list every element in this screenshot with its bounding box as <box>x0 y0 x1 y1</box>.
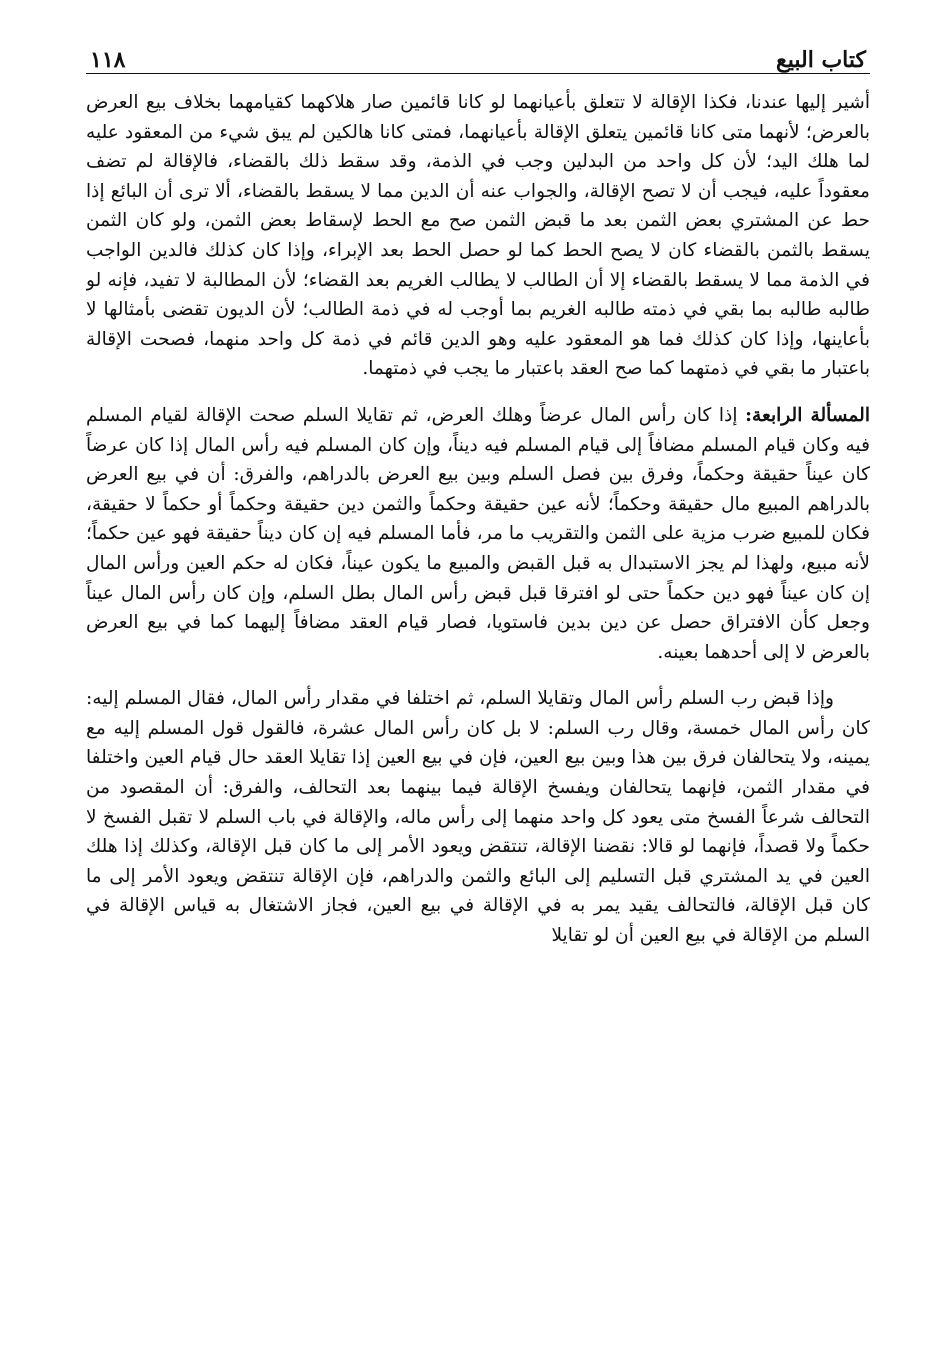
chapter-title: كتاب البيع <box>776 47 866 73</box>
paragraph-3: وإذا قبض رب السلم رأس المال وتقايلا السلم، ثم اختلفا في مقدار رأس المال، فقال المسلم إليه: كان رأس المال خمسة، وقال رب السلم: لا بل كان رأس المال عشرة، فالقول قول المسلم إليه مع يمينه، ولا يتحالفان فرق بين هذا وبين بيع العين، فإن في بيع العين إذا تقايلا العقد حال قيام العين واختلفا في مقدار الثمن، فإنهما يتحالفان ويفسخ الإقالة فيما بينهما بعد التحالف، والفرق: أن المقصود من التحالف شرعاً الفسخ متى يعود كل واحد منهما إلى رأس ماله، والإقالة في باب السلم لا تقبل الفسخ لا حكماً ولا قصداً، فإنهما لو قالا: نقضنا الإقالة، تنتقض ويعود الأمر إلى ما كان قبل الإقالة، وكذلك إذا هلك العين في يد المشتري قبل التسليم إلى البائع والثمن والدراهم، فإن الإقالة تنتقض ويعود الأمر إلى ما كان قبل الإقالة، فالتحالف يقيد يمر به في الإقالة في بيع العين، فجاز الاشتغال به قياس الإقالة في السلم من الإقالة في بيع العين أن لو تقايلا <box>86 688 870 947</box>
issue-heading: المسألة الرابعة: <box>745 404 870 426</box>
page-header <box>86 30 870 74</box>
page-number: ١١٨ <box>90 47 126 73</box>
body-text <box>86 88 870 951</box>
paragraph-2-text: إذا كان رأس المال عرضاً وهلك العرض، ثم تقايلا السلم صحت الإقالة لقيام المسلم فيه وكان قيام المسلم مضافاً إلى قيام المسلم فيه ديناً، وإن كان المسلم فيه رأس المال إذا كان عرضاً كان عيناً حقيقة وحكماً، وفرق بين فصل السلم وبين بيع العرض بالدراهم، والفرق: أن في بيع العرض بالدراهم المبيع مال حقيقة وحكماً؛ لأنه عين حقيقة وحكماً والثمن دين حقيقة وحكماً أو حكماً لا حقيقة، فكان للمبيع ضرب مزية على الثمن والتقريب ما مر، فأما المسلم فيه إن كان ديناً حقيقة فهو عين حكماً؛ لأنه مبيع، ولهذا لم يجز الاستبدال به قبل القبض والمبيع ما يكون عيناً، فكان له حكم العين ورأس المال إن كان عيناً فهو دين حكماً حتى لو افترقا قبل قبض رأس المال بطل السلم، وإن كان رأس المال عيناً وجعل كأن الافتراق حصل عن دين بدين فاستويا، فصار قيام العقد مضافاً إليهما كما في بيع العرض بالعرض لا إلى أحدهما بعينه. <box>86 404 870 663</box>
paragraph-1: أشير إليها عندنا، فكذا الإقالة لا تتعلق بأعيانهما لو كانا قائمين صار هلاكهما كقيامهما بخلاف بيع العرض بالعرض؛ لأنهما متى كانا قائمين يتعلق الإقالة بأعيانهما، فمتى كانا هالكين لم يبق شيء من المعقود عليه لما هلك اليد؛ لأن كل واحد من البدلين وجب في الذمة، وقد سقط ذلك بالقضاء، فالإقالة لم تضف معقوداً عليه، فيجب أن لا تصح الإقالة، والجواب عنه أن الدين مما لا يسقط بالقضاء، ألا ترى أن البائع إذا حط عن المشتري بعض الثمن بعد ما قبض الثمن صح مع الحط لإسقاط بعض الثمن، ولو كان الثمن يسقط بالثمن بالقضاء كان لا يصح الحط كما لو حصل الحط بعد الإبراء، وإذا كان كذلك فالدين الواجب في الذمة مما لا يسقط بالقضاء إلا أن الطالب لا يطالب الغريم بعد القضاء؛ لأن المطالبة لا تفيد، فإنه لو طالبه طالبه بما بقي في ذمته طالبه الغريم بما أوجب له في ذمة الطالب؛ لأن الديون تقضى بأمثالها لا بأعاينها، وإذا كان كذلك فما هو المعقود عليه وهو الدين قائم في ذمة كل واحد منهما، فصحت الإقالة باعتبار ما بقي في ذمتهما كما صح العقد باعتبار ما يجب في ذمتهما. <box>86 92 870 380</box>
book-page <box>86 30 870 1350</box>
paragraph-2 <box>86 401 870 667</box>
